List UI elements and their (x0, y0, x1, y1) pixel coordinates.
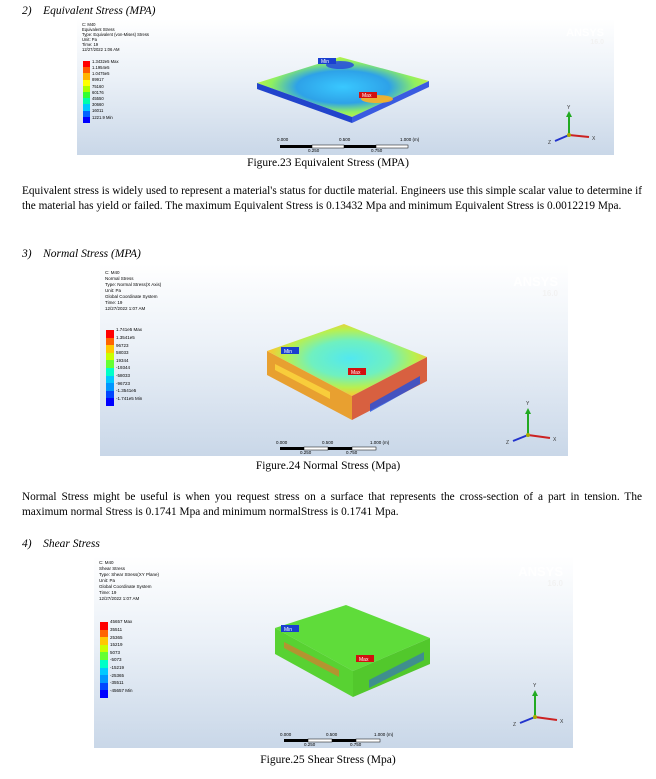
legend-label: -45657 Min (110, 687, 133, 693)
legend-swatch (106, 368, 114, 376)
legend-row (100, 642, 160, 653)
min-tag: Min (284, 349, 293, 355)
svg-text:X: X (560, 719, 564, 725)
ansys-logo: ANSYS 16.0 (566, 27, 604, 46)
svg-text:Y: Y (533, 683, 537, 689)
legend-label: -96723 (116, 380, 131, 386)
result-info: C: M40 Normal Stress Type: Normal Stress(X Axis) Unit: Pa Global Coordinate System Time: 19 12/27/2022 1:07 AM (105, 270, 162, 311)
legend-label: -58033 (116, 372, 131, 378)
svg-text:Z: Z (548, 140, 552, 146)
legend-row (100, 649, 160, 663)
legend-label: -25365 (110, 672, 125, 678)
legend-row (106, 372, 166, 384)
legend-swatch (100, 630, 108, 638)
legend-swatch (106, 383, 114, 391)
legend-label: -15219 (110, 664, 125, 670)
coordinate-triad (548, 105, 596, 146)
legend-row (106, 365, 166, 376)
legend-row (100, 619, 160, 630)
ansys-logo: ANSYS 16.0 (513, 274, 558, 298)
legend-row (100, 657, 160, 668)
normal-stress-plot (100, 264, 568, 456)
figure-equivalent-stress (77, 19, 614, 155)
legend-label: 45657 Max (110, 619, 133, 625)
paragraph-equivalent-stress: Equivalent stress is widely used to represent a material's status for ductile material. Engineers use this simple scalar value to determine if the material has yield or failed. The maximum Equivalent Stress is 0.13432 Mpa and minimum Equivalent Stress is 0.0012219 Mpa. (22, 185, 642, 212)
legend-label: 19344 (116, 357, 129, 363)
legend-label: 1.3432e5 Max (92, 58, 119, 64)
section-heading-shear-stress: 4) Shear Stress (22, 538, 100, 550)
legend-row (100, 664, 160, 676)
legend-row (106, 334, 166, 346)
legend-row (106, 327, 166, 338)
legend-label: 1.741e5 Max (116, 327, 143, 333)
legend-row (106, 357, 166, 371)
figure-shear-stress (94, 556, 573, 748)
svg-text:Z: Z (506, 440, 510, 446)
svg-text:X: X (553, 437, 557, 443)
color-legend (100, 619, 160, 698)
figure-normal-stress (100, 264, 568, 456)
section-heading-equivalent-stress: 2) Equivalent Stress (MPA) (22, 5, 156, 17)
legend-swatch (106, 398, 114, 406)
legend-swatch (100, 675, 108, 683)
legend-swatch (100, 637, 108, 645)
svg-text:Z: Z (513, 722, 517, 728)
figure-caption-25: Figure.25 Shear Stress (Mpa) (260, 754, 396, 766)
color-legend (106, 327, 166, 406)
scale-labels: 0.000 0.500 1.000 (m) 0.250 0.750 (277, 137, 420, 153)
max-tag: Max (359, 657, 369, 663)
legend-swatch (83, 117, 90, 123)
legend-swatch (100, 668, 108, 676)
shear-stress-plot (94, 556, 573, 748)
min-tag: Min (284, 627, 293, 633)
legend-row (106, 395, 166, 406)
figure-caption-24: Figure.24 Normal Stress (Mpa) (255, 460, 401, 472)
paragraph-normal-stress: Normal Stress might be useful is when you request stress on a surface that represents the cross-section of a part in tension. The maximum normal Stress is 0.1741 Mpa and minimum normalStress is 0.1741 Mpa. (22, 491, 642, 518)
legend-label: 35511 (110, 626, 123, 632)
max-tag: Max (351, 370, 361, 376)
legend-label: 1221.9 Min (92, 114, 113, 120)
legend-swatch (100, 645, 108, 653)
legend-swatch (100, 683, 108, 691)
svg-text:Y: Y (567, 105, 571, 111)
scale-labels: 0.000 0.500 1.000 (m) 0.250 0.750 (280, 732, 394, 747)
legend-label: -35511 (110, 680, 124, 686)
legend-label: 15219 (110, 642, 123, 648)
result-info: C: M40 Equivalent Stress Type: Equivalent (von-Mises) Stress Unit: Pa Time: 19 12/27/2022 1:06 AM (82, 22, 150, 52)
figure-caption-23: Figure.23 Equivalent Stress (MPA) (247, 157, 409, 169)
legend-swatch (106, 330, 114, 338)
legend-row (100, 626, 160, 638)
legend-label: 96723 (116, 342, 129, 348)
legend-label: -1.741e5 Min (116, 395, 143, 401)
min-tag: Min (321, 59, 330, 65)
section-heading-normal-stress: 3) Normal Stress (MPA) (22, 248, 141, 260)
legend-label: 75160 (92, 83, 104, 89)
legend-label: -5073 (110, 657, 122, 663)
scale-labels: 0.000 0.500 1.000 (m) 0.250 0.750 (276, 440, 390, 455)
legend-swatch (100, 622, 108, 630)
legend-swatch (106, 338, 114, 346)
max-tag: Max (362, 93, 372, 99)
result-info: C: M40 Shear Stress Type: Shear Stress(XY Plane) Unit: Pa Global Coordinate System Time: 19 12/27/2022 1:07 AM (99, 560, 159, 601)
legend-label: 16011 (92, 108, 104, 114)
legend-row (106, 350, 166, 361)
legend-label: 58033 (116, 350, 129, 356)
legend-row (106, 342, 166, 356)
legend-swatch (106, 360, 114, 368)
svg-text:Y: Y (526, 401, 530, 407)
legend-label: 89917 (92, 77, 104, 83)
color-legend (83, 58, 143, 123)
legend-label: 1.0475e5 (92, 71, 110, 77)
legend-label: 30660 (92, 102, 104, 108)
legend-row (100, 672, 160, 686)
svg-text:X: X (592, 136, 596, 142)
coordinate-triad (513, 683, 564, 728)
legend-label: 25365 (110, 634, 123, 640)
legend-swatch (100, 690, 108, 698)
legend-row (83, 114, 143, 123)
ansys-logo: ANSYS 16.0 (518, 564, 563, 588)
legend-label: -1.3541e5 (116, 388, 137, 394)
legend-row (100, 634, 160, 648)
legend-swatch (106, 353, 114, 361)
legend-row (100, 687, 160, 698)
legend-swatch (106, 391, 114, 399)
legend-label: 1.1954e5 (92, 65, 110, 71)
legend-swatch (106, 345, 114, 353)
legend-swatch (100, 660, 108, 668)
equivalent-stress-plot (77, 19, 614, 155)
legend-label: 60176 (92, 89, 104, 95)
legend-label: 5073 (110, 649, 121, 655)
legend-label: 1.3541e5 (116, 334, 135, 340)
legend-label: -19344 (116, 365, 131, 371)
legend-swatch (106, 376, 114, 384)
legend-swatch (100, 652, 108, 660)
coordinate-triad (506, 401, 557, 446)
legend-label: 45550 (92, 95, 104, 101)
